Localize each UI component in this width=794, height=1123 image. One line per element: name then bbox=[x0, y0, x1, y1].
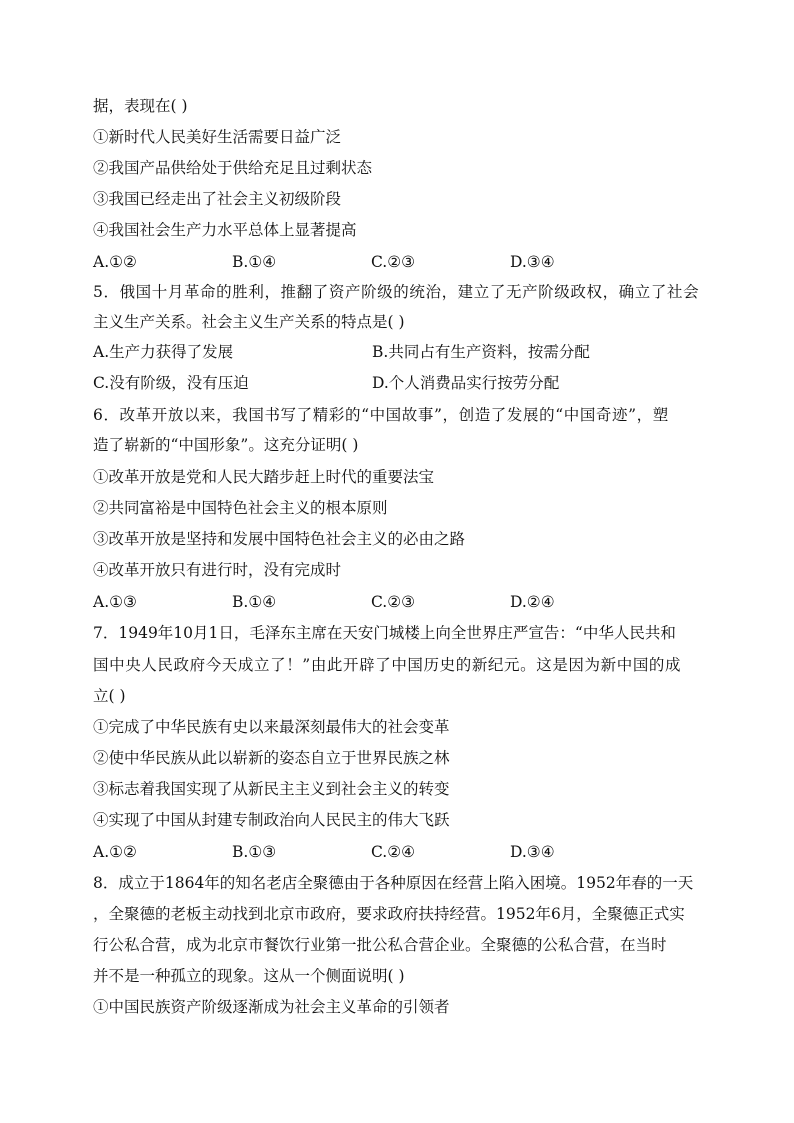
q4-option-a: A.①② bbox=[93, 253, 137, 271]
q8-stem-line-1: 8．成立于1864年的知名老店全聚德由于各种原因在经营上陷入困境。1952年春的一天 bbox=[93, 874, 694, 892]
q4-option-b: B.①④ bbox=[232, 253, 277, 271]
q5-option-a: A.生产力获得了发展 bbox=[93, 343, 234, 361]
q6-option-a: A.①③ bbox=[93, 593, 137, 611]
q6-statement-2: ②共同富裕是中国特色社会主义的根本原则 bbox=[93, 499, 388, 517]
q4-statement-4: ④我国社会生产力水平总体上显著提高 bbox=[93, 221, 357, 239]
q7-stem-line-3: 立( ) bbox=[93, 687, 126, 705]
q8-statement-1: ①中国民族资产阶级逐渐成为社会主义革命的引领者 bbox=[93, 998, 450, 1016]
q6-option-c: C.②③ bbox=[371, 593, 416, 611]
q7-statement-1: ①完成了中华民族有史以来最深刻最伟大的社会变革 bbox=[93, 718, 450, 736]
q6-stem-line-2: 造了崭新的“中国形象”。这充分证明( ) bbox=[93, 436, 359, 454]
q5-option-b: B.共同占有生产资料，按需分配 bbox=[372, 343, 590, 361]
q8-stem-line-2: ，全聚德的老板主动找到北京市政府，要求政府扶持经营。1952年6月，全聚德正式实 bbox=[93, 905, 685, 923]
q8-stem-line-4: 并不是一种孤立的现象。这从一个侧面说明( ) bbox=[93, 967, 405, 985]
q7-statement-3: ③标志着我国实现了从新民主主义到社会主义的转变 bbox=[93, 780, 450, 798]
q6-statement-1: ①改革开放是党和人民大踏步赶上时代的重要法宝 bbox=[93, 468, 435, 486]
q4-option-d: D.③④ bbox=[510, 253, 555, 271]
q5-stem-line-2: 主义生产关系。社会主义生产关系的特点是( ) bbox=[93, 313, 405, 331]
q5-option-d: D.个人消费品实行按劳分配 bbox=[372, 374, 560, 392]
q6-option-b: B.①④ bbox=[232, 593, 277, 611]
q5-stem-line-1: 5．俄国十月革命的胜利，推翻了资产阶级的统治，建立了无产阶级政权，确立了社会 bbox=[93, 283, 700, 301]
q8-stem-line-3: 行公私合营，成为北京市餐饮行业第一批公私合营企业。全聚德的公私合营，在当时 bbox=[93, 936, 667, 954]
q6-statement-4: ④改革开放只有进行时，没有完成时 bbox=[93, 561, 342, 579]
q4-stem-tail: 据，表现在( ) bbox=[93, 97, 188, 115]
q7-option-c: C.②④ bbox=[371, 843, 416, 861]
q7-option-a: A.①② bbox=[93, 843, 137, 861]
q4-statement-3: ③我国已经走出了社会主义初级阶段 bbox=[93, 190, 342, 208]
q6-option-d: D.②④ bbox=[510, 593, 555, 611]
q7-option-b: B.①③ bbox=[232, 843, 277, 861]
q4-statement-2: ②我国产品供给处于供给充足且过剩状态 bbox=[93, 159, 373, 177]
q5-option-c: C.没有阶级，没有压迫 bbox=[93, 374, 249, 392]
q7-option-d: D.③④ bbox=[510, 843, 555, 861]
q7-stem-line-2: 国中央人民政府今天成立了！”由此开辟了中国历史的新纪元。这是因为新中国的成 bbox=[93, 656, 682, 674]
q4-statement-1: ①新时代人民美好生活需要日益广泛 bbox=[93, 128, 342, 146]
q6-stem-line-1: 6．改革开放以来，我国书写了精彩的“中国故事”，创造了发展的“中国奇迹”，塑 bbox=[93, 406, 669, 424]
q6-statement-3: ③改革开放是坚持和发展中国特色社会主义的必由之路 bbox=[93, 530, 466, 548]
q7-stem-line-1: 7．1949年10月1日，毛泽东主席在天安门城楼上向全世界庄严宣告：“中华人民共和 bbox=[93, 624, 676, 642]
q4-option-c: C.②③ bbox=[371, 253, 416, 271]
q7-statement-2: ②使中华民族从此以崭新的姿态自立于世界民族之林 bbox=[93, 749, 450, 767]
q7-statement-4: ④实现了中国从封建专制政治向人民民主的伟大飞跃 bbox=[93, 811, 450, 829]
